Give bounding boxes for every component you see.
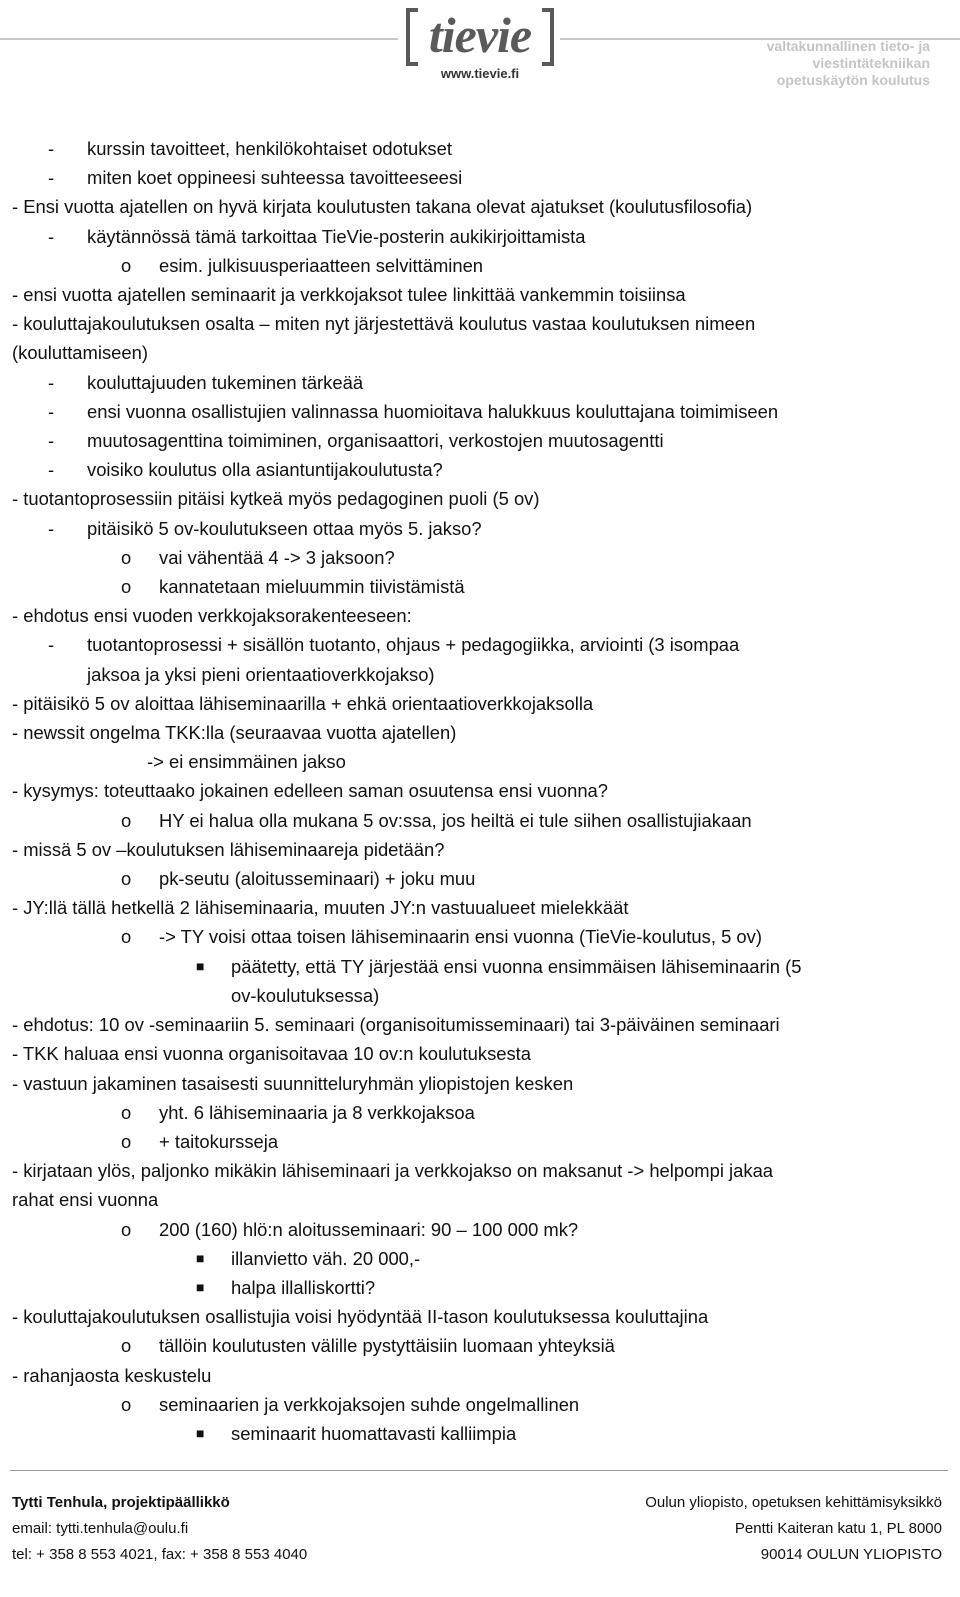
note-line [12,484,947,513]
note-text: - ensi vuotta ajatellen seminaarit ja verkkojaksot tulee linkittää vankemmin toisiinsa [12,284,686,306]
note-text: voisiko koulutus olla asiantuntijakoulutusta? [87,459,443,481]
note-text: - pitäisikö 5 ov aloittaa lähiseminaarilla + ehkä orientaatioverkkojaksolla [12,692,594,714]
bullet-marker: ■ [196,1424,205,1441]
note-line [12,1039,947,1068]
logo-url: www.tievie.fi [440,66,520,81]
meeting-notes [12,134,947,1448]
note-line [12,776,947,805]
note-text: - rahanjaosta keskustelu [12,1364,212,1386]
note-text: - ehdotus: 10 ov -seminaariin 5. seminaari (organisoitumisseminaari) tai 3-päiväinen seminaari [12,1014,780,1036]
bullet-marker: o [121,1130,132,1152]
bullet-marker: o [121,1393,132,1415]
note-text: 200 (160) hlö:n aloitusseminaari: 90 – 100 000 mk? [159,1218,579,1240]
note-text: kurssin tavoitteet, henkilökohtaiset odotukset [87,138,452,159]
note-text: yht. 6 lähiseminaaria ja 8 verkkojaksoa [159,1101,475,1123]
note-line [12,222,947,251]
note-text: - ehdotus ensi vuoden verkkojaksorakenteeseen: [12,605,412,627]
note-line [12,1098,947,1127]
note-line [12,1302,947,1331]
note-line [12,163,947,192]
note-line [12,981,947,1010]
note-line [12,1390,947,1419]
author-email: email: tytti.tenhula@oulu.fi [12,1520,189,1537]
note-line [12,1331,947,1360]
author-phone: tel: + 358 8 553 4021, fax: + 358 8 553 4040 [12,1546,308,1563]
page-footer [0,1470,960,1597]
note-line [12,572,947,601]
note-line [12,630,947,659]
note-line [12,1010,947,1039]
bullet-marker: o [121,809,132,831]
note-text: - kouluttajakoulutuksen osallistujia voisi hyödyntää II-tason koulutuksessa kouluttajina [12,1306,709,1328]
note-text: ensi vuonna osallistujien valinnassa huomioitava halukkuus kouluttajana toimimiseen [87,400,779,422]
note-text: vai vähentää 4 -> 3 jaksoon? [159,546,395,568]
note-line [12,601,947,630]
note-line [12,397,947,426]
note-text: - newssit ongelma TKK:lla (seuraavaa vuotta ajatellen) [12,722,457,744]
note-line [12,192,947,221]
note-line [12,1273,947,1302]
bullet-marker: o [121,1101,132,1123]
note-line [12,1361,947,1390]
tievie-logo [406,4,554,88]
note-text: seminaarien ja verkkojaksojen suhde ongelmallinen [159,1393,580,1415]
bullet-marker: - [48,167,55,189]
bullet-marker: o [121,1335,132,1357]
bullet-marker: - [48,459,55,481]
note-line [12,689,947,718]
note-line [12,1419,947,1448]
note-line [12,922,947,951]
note-text: tällöin koulutusten välille pystyttäisiin luomaan yhteyksiä [159,1335,615,1357]
note-text: päätetty, että TY järjestää ensi vuonna ensimmäisen lähiseminaarin (5 [231,955,802,977]
note-line [12,806,947,835]
address: Pentti Kaiteran katu 1, PL 8000 [734,1520,942,1537]
note-text: käytännössä tämä tarkoittaa TieVie-posterin aukikirjoittamista [87,225,586,247]
note-line [12,864,947,893]
bullet-marker: ■ [196,1278,205,1295]
note-text: ov-koulutuksessa) [231,984,380,1006]
bullet-marker: - [48,634,55,656]
footer-rule [10,1470,948,1471]
bullet-marker: - [48,517,55,539]
bullet-marker: - [48,430,55,452]
bullet-marker: - [48,371,55,393]
note-text: rahat ensi vuonna [12,1189,159,1211]
note-line [12,1185,947,1214]
bullet-marker: - [48,138,55,159]
note-text: -> ei ensimmäinen jakso [147,751,346,773]
note-text: illanvietto väh. 20 000,- [231,1247,421,1269]
note-line [12,251,947,280]
note-text: - Ensi vuotta ajatellen on hyvä kirjata koulutusten takana olevat ajatukset (koulutusfilosofia) [12,196,753,218]
note-line [12,1127,947,1156]
page-header [0,0,960,100]
note-text: tuotantoprosessi + sisällön tuotanto, ohjaus + pedagogiikka, arviointi (3 isompaa [87,634,740,656]
bullet-marker: ■ [196,957,205,974]
note-line [12,514,947,543]
note-line [12,1156,947,1185]
note-line [12,1069,947,1098]
note-text: - vastuun jakaminen tasaisesti suunnitteluryhmän yliopistojen kesken [12,1072,574,1094]
note-text: seminaarit huomattavasti kalliimpia [231,1422,517,1444]
bullet-marker: o [121,546,132,568]
author-name: Tytti Tenhula, projektipäällikkö [12,1494,230,1511]
note-text: pk-seutu (aloitusseminaari) + joku muu [159,868,476,890]
organization: Oulun yliopisto, opetuksen kehittämisyksikkö [645,1494,942,1511]
note-text: - kirjataan ylös, paljonko mikäkin lähiseminaari ja verkkojakso on maksanut -> helpompi jakaa [12,1160,774,1182]
note-text: - missä 5 ov –koulutuksen lähiseminaareja pidetään? [12,838,445,860]
tagline-line: valtakunnallinen tieto- ja [766,38,930,54]
note-line [12,338,947,367]
bullet-marker: o [121,868,132,890]
note-text: (kouluttamiseen) [12,342,148,364]
note-line [12,455,947,484]
note-text: halpa illalliskortti? [231,1276,376,1298]
note-line [12,134,947,163]
bullet-marker: o [121,1218,132,1240]
note-text: - JY:llä tällä hetkellä 2 lähiseminaaria, muuten JY:n vastuualueet mielekkäät [12,897,629,919]
bullet-marker: - [48,225,55,247]
bullet-marker: ■ [196,1249,205,1266]
note-line [12,835,947,864]
note-line [12,309,947,338]
note-text: miten koet oppineesi suhteessa tavoitteeseesi [87,167,463,189]
note-line [12,747,947,776]
note-text: kouluttajuuden tukeminen tärkeää [87,371,364,393]
note-line [12,1244,947,1273]
note-line [12,952,947,981]
note-text: pitäisikö 5 ov-koulutukseen ottaa myös 5. jakso? [87,517,482,539]
note-line [12,893,947,922]
note-text: kannatetaan mieluummin tiivistämistä [159,576,465,598]
tagline-line: viestintätekniikan [812,55,930,71]
tagline-line: opetuskäytön koulutus [776,72,930,88]
bullet-marker: o [121,926,132,948]
note-text: - kouluttajakoulutuksen osalta – miten nyt järjestettävä koulutus vastaa koulutuksen nimeen [12,313,756,335]
note-line [12,368,947,397]
header-tagline [767,38,930,89]
note-line [12,1215,947,1244]
note-text: + taitokursseja [159,1130,279,1152]
postal-city: 90014 OULUN YLIOPISTO [760,1546,942,1563]
header-rule-left [0,38,398,40]
note-text: muutosagenttina toimiminen, organisaattori, verkostojen muutosagentti [87,430,664,452]
bullet-marker: o [121,254,132,276]
note-text: - tuotantoprosessiin pitäisi kytkeä myös pedagoginen puoli (5 ov) [12,488,540,510]
note-line [12,543,947,572]
note-line [12,660,947,689]
note-text: - kysymys: toteuttaako jokainen edelleen saman osuutensa ensi vuonna? [12,780,609,802]
note-text: HY ei halua olla mukana 5 ov:ssa, jos heiltä ei tule siihen osallistujiakaan [159,809,752,831]
note-text: -> TY voisi ottaa toisen lähiseminaarin ensi vuonna (TieVie-koulutus, 5 ov) [159,926,762,948]
logo-wordmark: tievie [428,7,532,63]
note-text: jaksoa ja yksi pieni orientaatioverkkojakso) [87,663,435,685]
note-text: esim. julkisuusperiaatteen selvittäminen [159,254,484,276]
note-line [12,426,947,455]
bullet-marker: - [48,400,55,422]
note-text: - TKK haluaa ensi vuonna organisoitavaa 10 ov:n koulutuksesta [12,1043,532,1065]
note-line [12,718,947,747]
note-line [12,280,947,309]
bullet-marker: o [121,576,132,598]
